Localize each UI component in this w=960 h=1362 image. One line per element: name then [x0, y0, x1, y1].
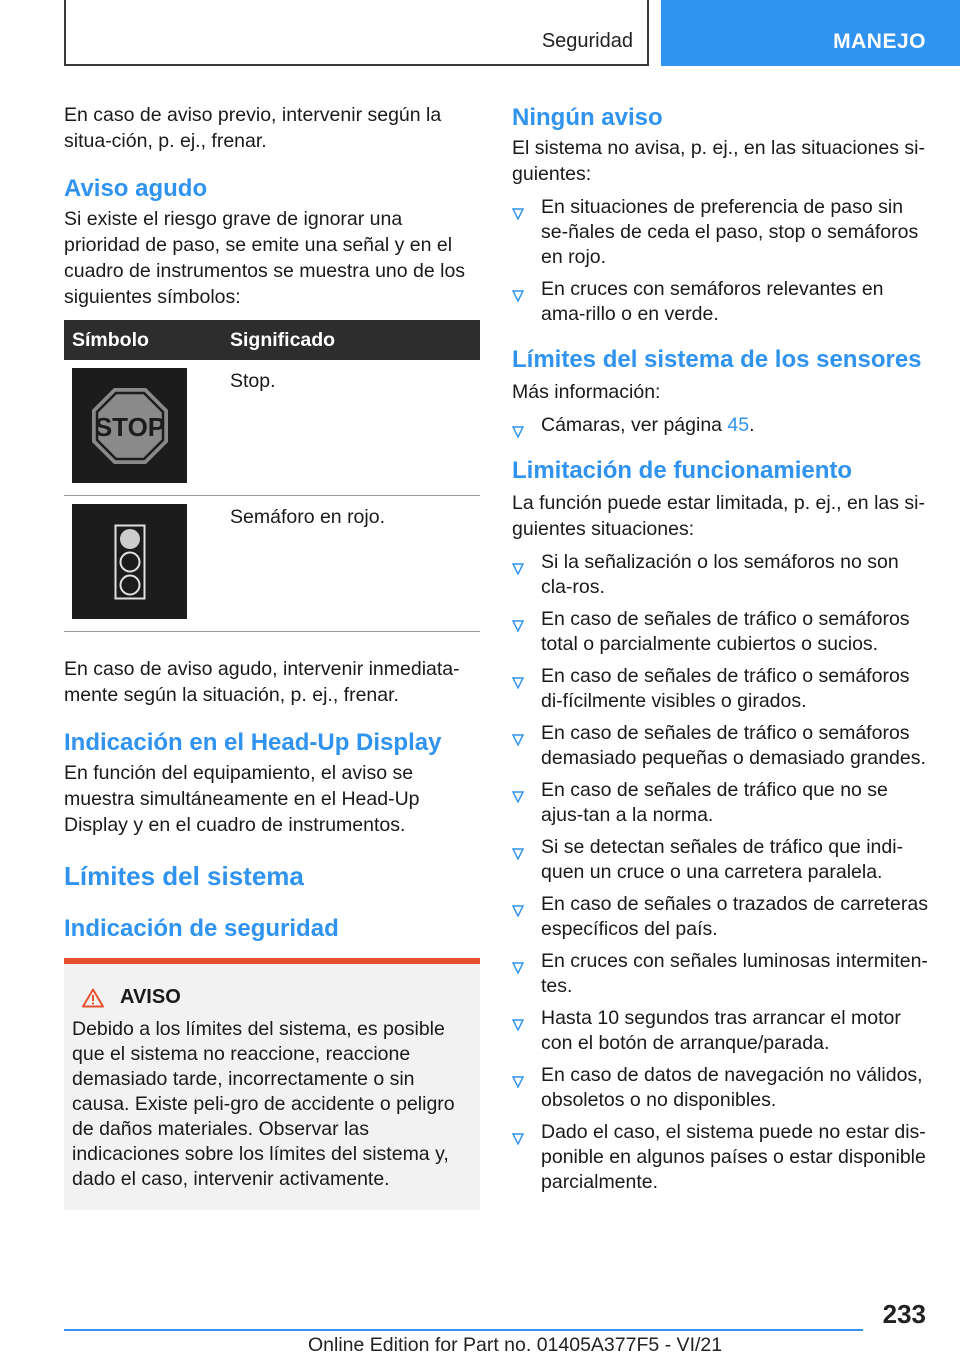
heading-hud: Indicación en el Head-Up Display: [64, 729, 442, 756]
sensores-paragraph: Más información:: [512, 381, 661, 403]
bullet-triangle-icon: [512, 671, 524, 683]
table-header-symbol: Símbolo: [72, 328, 149, 351]
list-item: En caso de señales de tráfico o semáforos demasiado pequeñas o demasiado grandes.: [512, 721, 930, 771]
ningun-aviso-paragraph: El sistema no avisa, p. ej., en las situaciones si‐guientes:: [512, 137, 925, 185]
aviso-agudo-paragraph: Si existe el riesgo grave de ignorar una prioridad de paso, se emite una señal y en el cuadro de instrumentos se muestra uno de los siguientes símbolos:: [64, 208, 466, 308]
bullet-triangle-icon: [512, 420, 524, 432]
edition-text: Online Edition for Part no. 01405A377F5 - VI/21: [308, 1334, 723, 1356]
list-item: En cruces con señales luminosas intermiten‐tes.: [512, 949, 930, 999]
stop-icon: [72, 368, 187, 483]
bullet-triangle-icon: [512, 956, 524, 968]
list-item: Dado el caso, el sistema puede no estar dis‐ponible en algunos países o estar disponible parcialmente.: [512, 1120, 930, 1195]
bullet-triangle-icon: [512, 1127, 524, 1139]
warning-text: Debido a los límites del sistema, es posible que el sistema no reaccione, reaccione demasiado tarde, incorrectamente o sin causa. Existe peli‐gro de accidente o peligro de daños materiales. Observar las indicaciones sobre los límites del sistema y, dado el caso, intervenir activamente.: [72, 1018, 455, 1190]
bullet-triangle-icon: [512, 202, 524, 214]
heading-aviso-agudo: Aviso agudo: [64, 175, 208, 202]
traffic-light-icon: [72, 504, 187, 619]
stop-sign-text: STOP: [94, 411, 165, 442]
chapter-title: MANEJO: [833, 30, 926, 53]
warning-title: [82, 986, 472, 1009]
list-item: En caso de señales o trazados de carreteras específicos del país.: [512, 892, 930, 942]
after-table-paragraph: En caso de aviso agudo, intervenir inmediata‐mente según la situación, p. ej., frenar.: [64, 658, 460, 706]
section-title: Seguridad: [541, 30, 633, 52]
footer-divider: [64, 1329, 863, 1331]
heading-limitacion: Limitación de funcionamiento: [512, 457, 853, 484]
heading-limites: Límites del sistema: [64, 861, 304, 891]
list-item: En caso de señales de tráfico o semáforos di‐fícilmente visibles o girados.: [512, 664, 930, 714]
page-link-45[interactable]: 45: [727, 414, 750, 436]
list-item: En caso de señales de tráfico o semáforos total o parcialmente cubiertos o sucios.: [512, 607, 930, 657]
bullet-triangle-icon: [512, 1013, 524, 1025]
warning-title-text: AVISO: [120, 986, 181, 1008]
list-limitacion: [512, 550, 930, 1195]
left-column: [64, 96, 480, 1210]
list-item: En caso de datos de navegación no válidos, obsoletos o no disponibles.: [512, 1063, 930, 1113]
page-number: 233: [882, 1299, 926, 1329]
bullet-triangle-icon: [512, 1070, 524, 1082]
chapter-tab: [661, 0, 960, 66]
page-header: [0, 0, 960, 66]
symbol-table: [64, 320, 480, 632]
meaning-stop: Stop.: [230, 370, 276, 392]
bullet-triangle-icon: [512, 284, 524, 296]
warning-box: [64, 958, 480, 1210]
section-tab: [64, 0, 649, 66]
list-ningun-aviso: [512, 195, 930, 327]
table-row: [64, 360, 480, 496]
meaning-red-light: Semáforo en rojo.: [230, 506, 386, 528]
bullet-triangle-icon: [512, 899, 524, 911]
right-column: [512, 96, 930, 1202]
table-row: [64, 496, 480, 632]
table-header-meaning: Significado: [230, 328, 336, 351]
list-item: En caso de señales de tráfico que no se ajus‐tan a la norma.: [512, 778, 930, 828]
list-item: Hasta 10 segundos tras arrancar el motor con el botón de arranque/parada.: [512, 1006, 930, 1056]
list-item: Cámaras, ver página 45.: [512, 413, 930, 438]
heading-ningun-aviso: Ningún aviso: [512, 104, 663, 131]
list-item: En situaciones de preferencia de paso sin se‐ñales de ceda el paso, stop o semáforos en rojo.: [512, 195, 930, 270]
bullet-triangle-icon: [512, 557, 524, 569]
intro-paragraph: En caso de aviso previo, intervenir según la situa‐ción, p. ej., frenar.: [64, 104, 442, 152]
limitacion-paragraph: La función puede estar limitada, p. ej., en las si‐guientes situaciones:: [512, 492, 925, 540]
table-header: [64, 320, 480, 360]
list-item: Si la señalización o los semáforos no son cla‐ros.: [512, 550, 930, 600]
bullet-triangle-icon: [512, 842, 524, 854]
list-item: En cruces con semáforos relevantes en ama‐rillo o en verde.: [512, 277, 930, 327]
list-sensores: [512, 413, 930, 438]
list-item: Si se detectan señales de tráfico que indi‐quen un cruce o una carretera paralela.: [512, 835, 930, 885]
bullet-triangle-icon: [512, 785, 524, 797]
hud-paragraph: En función del equipamiento, el aviso se muestra simultáneamente en el Head-Up Display y en el cuadro de instrumentos.: [64, 762, 420, 836]
heading-indicacion: Indicación de seguridad: [64, 915, 339, 942]
bullet-triangle-icon: [512, 614, 524, 626]
heading-sensores: Límites del sistema de los sensores: [512, 346, 922, 373]
warning-icon: [82, 988, 104, 1008]
bullet-triangle-icon: [512, 728, 524, 740]
